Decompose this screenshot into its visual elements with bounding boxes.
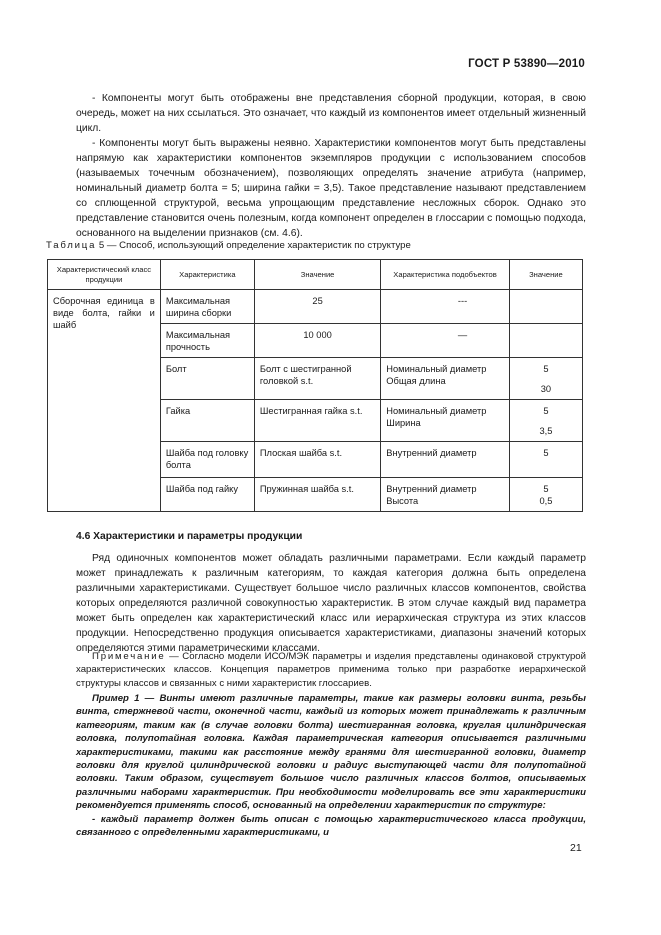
sub-characteristic-cell [381,478,510,512]
sub-value-line: 5 [543,484,549,494]
header-characteristic: Характеристика [160,260,254,290]
paragraph-text: - Компоненты могут быть отображены вне представления сборной продукции, которая, в свою очередь, может на них ссылаться. Это означает, что каждый из компонентов имеет отдельный жизненный цикл. [76,93,586,134]
value-cell: Шестигранная гайка s.t. [254,400,380,442]
table-caption-label: Таблица [46,240,97,251]
sub-value-line: 3,5 [539,426,553,436]
table-row [48,290,583,324]
example-list-item: - каждый параметр должен быть описан с помощью характеристического класса продукции, связанного с определенными характеристиками, и [76,813,586,839]
class-cell: Сборочная единица в виде болта, гайки и шайб [48,290,161,512]
sub-value-cell [509,324,582,358]
header-sub-characteristic: Характеристика подобъектов [381,260,510,290]
sub-characteristic-line: Общая длина [386,376,446,386]
sub-value-line: 30 [540,384,552,394]
paragraph-components-external [76,91,586,136]
page-number: 21 [570,842,582,854]
sub-value-cell [509,290,582,324]
sub-value-line: 5 [543,364,549,374]
sub-characteristic-line: Номинальный диаметр [386,406,487,416]
sub-value-line: 5 [543,406,549,416]
sub-characteristic-line: Внутренний диаметр [386,448,477,458]
characteristic-cell: Шайба под головку болта [160,442,254,478]
paragraph-text: - Компоненты могут быть выражены неявно. Характеристики компонентов могут быть представлены напрямую как характеристики компонентов экземпляров продукции с использованием способов (называемых точечным обозначением), позволяющих определять значение атрибута (например, номинальный диаметр болта = 5; ширина гайки = 3,5). Такое представление называют представлением со сплющенной структурой, весьма упрощающим представление несложных сборок. Однако это представление становится очень полезным, когда компонент определен в глоссарии с помощью подхода, основанного на выделении признаков (см. 4.6). [76,138,586,239]
sub-value-line: 5 [543,448,549,458]
note-text: — Согласно модели ИСО/МЭК параметры и изделия представлены одинаковой структурой характеристических классов. Концепция параметров применима только при разработке иерархической структуры классов и связанных с ними характеристик глоссариев. [76,651,586,689]
sub-characteristic-line: Высота [386,496,419,506]
section-heading: 4.6 Характеристики и параметры продукции [76,531,303,542]
sub-value-cell [509,400,582,442]
sub-value-cell [509,478,582,512]
characteristic-cell: Гайка [160,400,254,442]
sub-characteristic-cell [381,442,510,478]
structure-characteristics-table [47,259,583,512]
note-block [76,650,586,690]
value-cell: Плоская шайба s.t. [254,442,380,478]
section-paragraph [76,551,586,656]
sub-value-cell [509,442,582,478]
sub-characteristic-cell: — [381,324,510,358]
characteristic-cell: Максимальная прочность [160,324,254,358]
value-cell: 25 [254,290,380,324]
characteristic-cell: Максимальная ширина сборки [160,290,254,324]
note-label: Примечание [92,651,166,662]
sub-value-cell [509,358,582,400]
standard-header: ГОСТ Р 53890—2010 [468,58,585,70]
value-cell: 10 000 [254,324,380,358]
characteristic-cell: Болт [160,358,254,400]
characteristic-cell: Шайба под гайку [160,478,254,512]
sub-characteristic-cell: --- [381,290,510,324]
paragraph-components-implicit [76,136,586,241]
sub-characteristic-line: Внутренний диаметр [386,484,477,494]
value-cell: Пружинная шайба s.t. [254,478,380,512]
sub-value-line: 0,5 [539,496,553,506]
table-caption-text: 5 — Способ, использующий определение характеристик по структуре [96,240,411,251]
example-block [76,692,586,839]
sub-characteristic-cell [381,400,510,442]
sub-characteristic-line: Ширина [386,418,421,428]
example-paragraph: Пример 1 — Винты имеют различные параметры, такие как размеры головки винта, резьбы винта, стержневой части, оконечной части, каждый из которых может принадлежать к различным категориям, таким как (в случае головки болта) шестигранная головка, круглая цилиндрическая головка, полупотайная головка. Каждая параметрическая категория описывается различными характеристиками, такими как расстояние между гранями для шестигранной головки, диаметр головки для круглой цилиндрической головки и радиус выступающей части для полупотайной головки. Таким образом, существует большое число различных классов болтов, описываемых различными наборами характеристик. При необходимости моделировать все эти характеристики рекомендуется применять способ, основанный на определении характеристик по структуре: [76,693,586,812]
table-header-row [48,260,583,290]
header-value: Значение [254,260,380,290]
header-class: Характеристический класс продукции [48,260,161,290]
header-sub-value: Значение [509,260,582,290]
sub-characteristic-cell [381,358,510,400]
paragraph-text: Ряд одиночных компонентов может обладать различными параметрами. Если каждый параметр может принадлежать к различным категориям, то каждая категория должна быть определена различными характеристиками. Существует большое число различных классов компонентов, свойства которых определяются различной совокупностью характеристик. В этом случае каждый вид параметра может быть определен как характеристический класс или иерархическая структура из этих классов продукции. Непосредственно продукция описывается характеристиками, диапазоны значений которых определяются этими параметрическими классами. [76,553,586,654]
sub-characteristic-line: Номинальный диаметр [386,364,487,374]
table-caption [46,240,411,251]
value-cell: Болт с шестигранной головкой s.t. [254,358,380,400]
